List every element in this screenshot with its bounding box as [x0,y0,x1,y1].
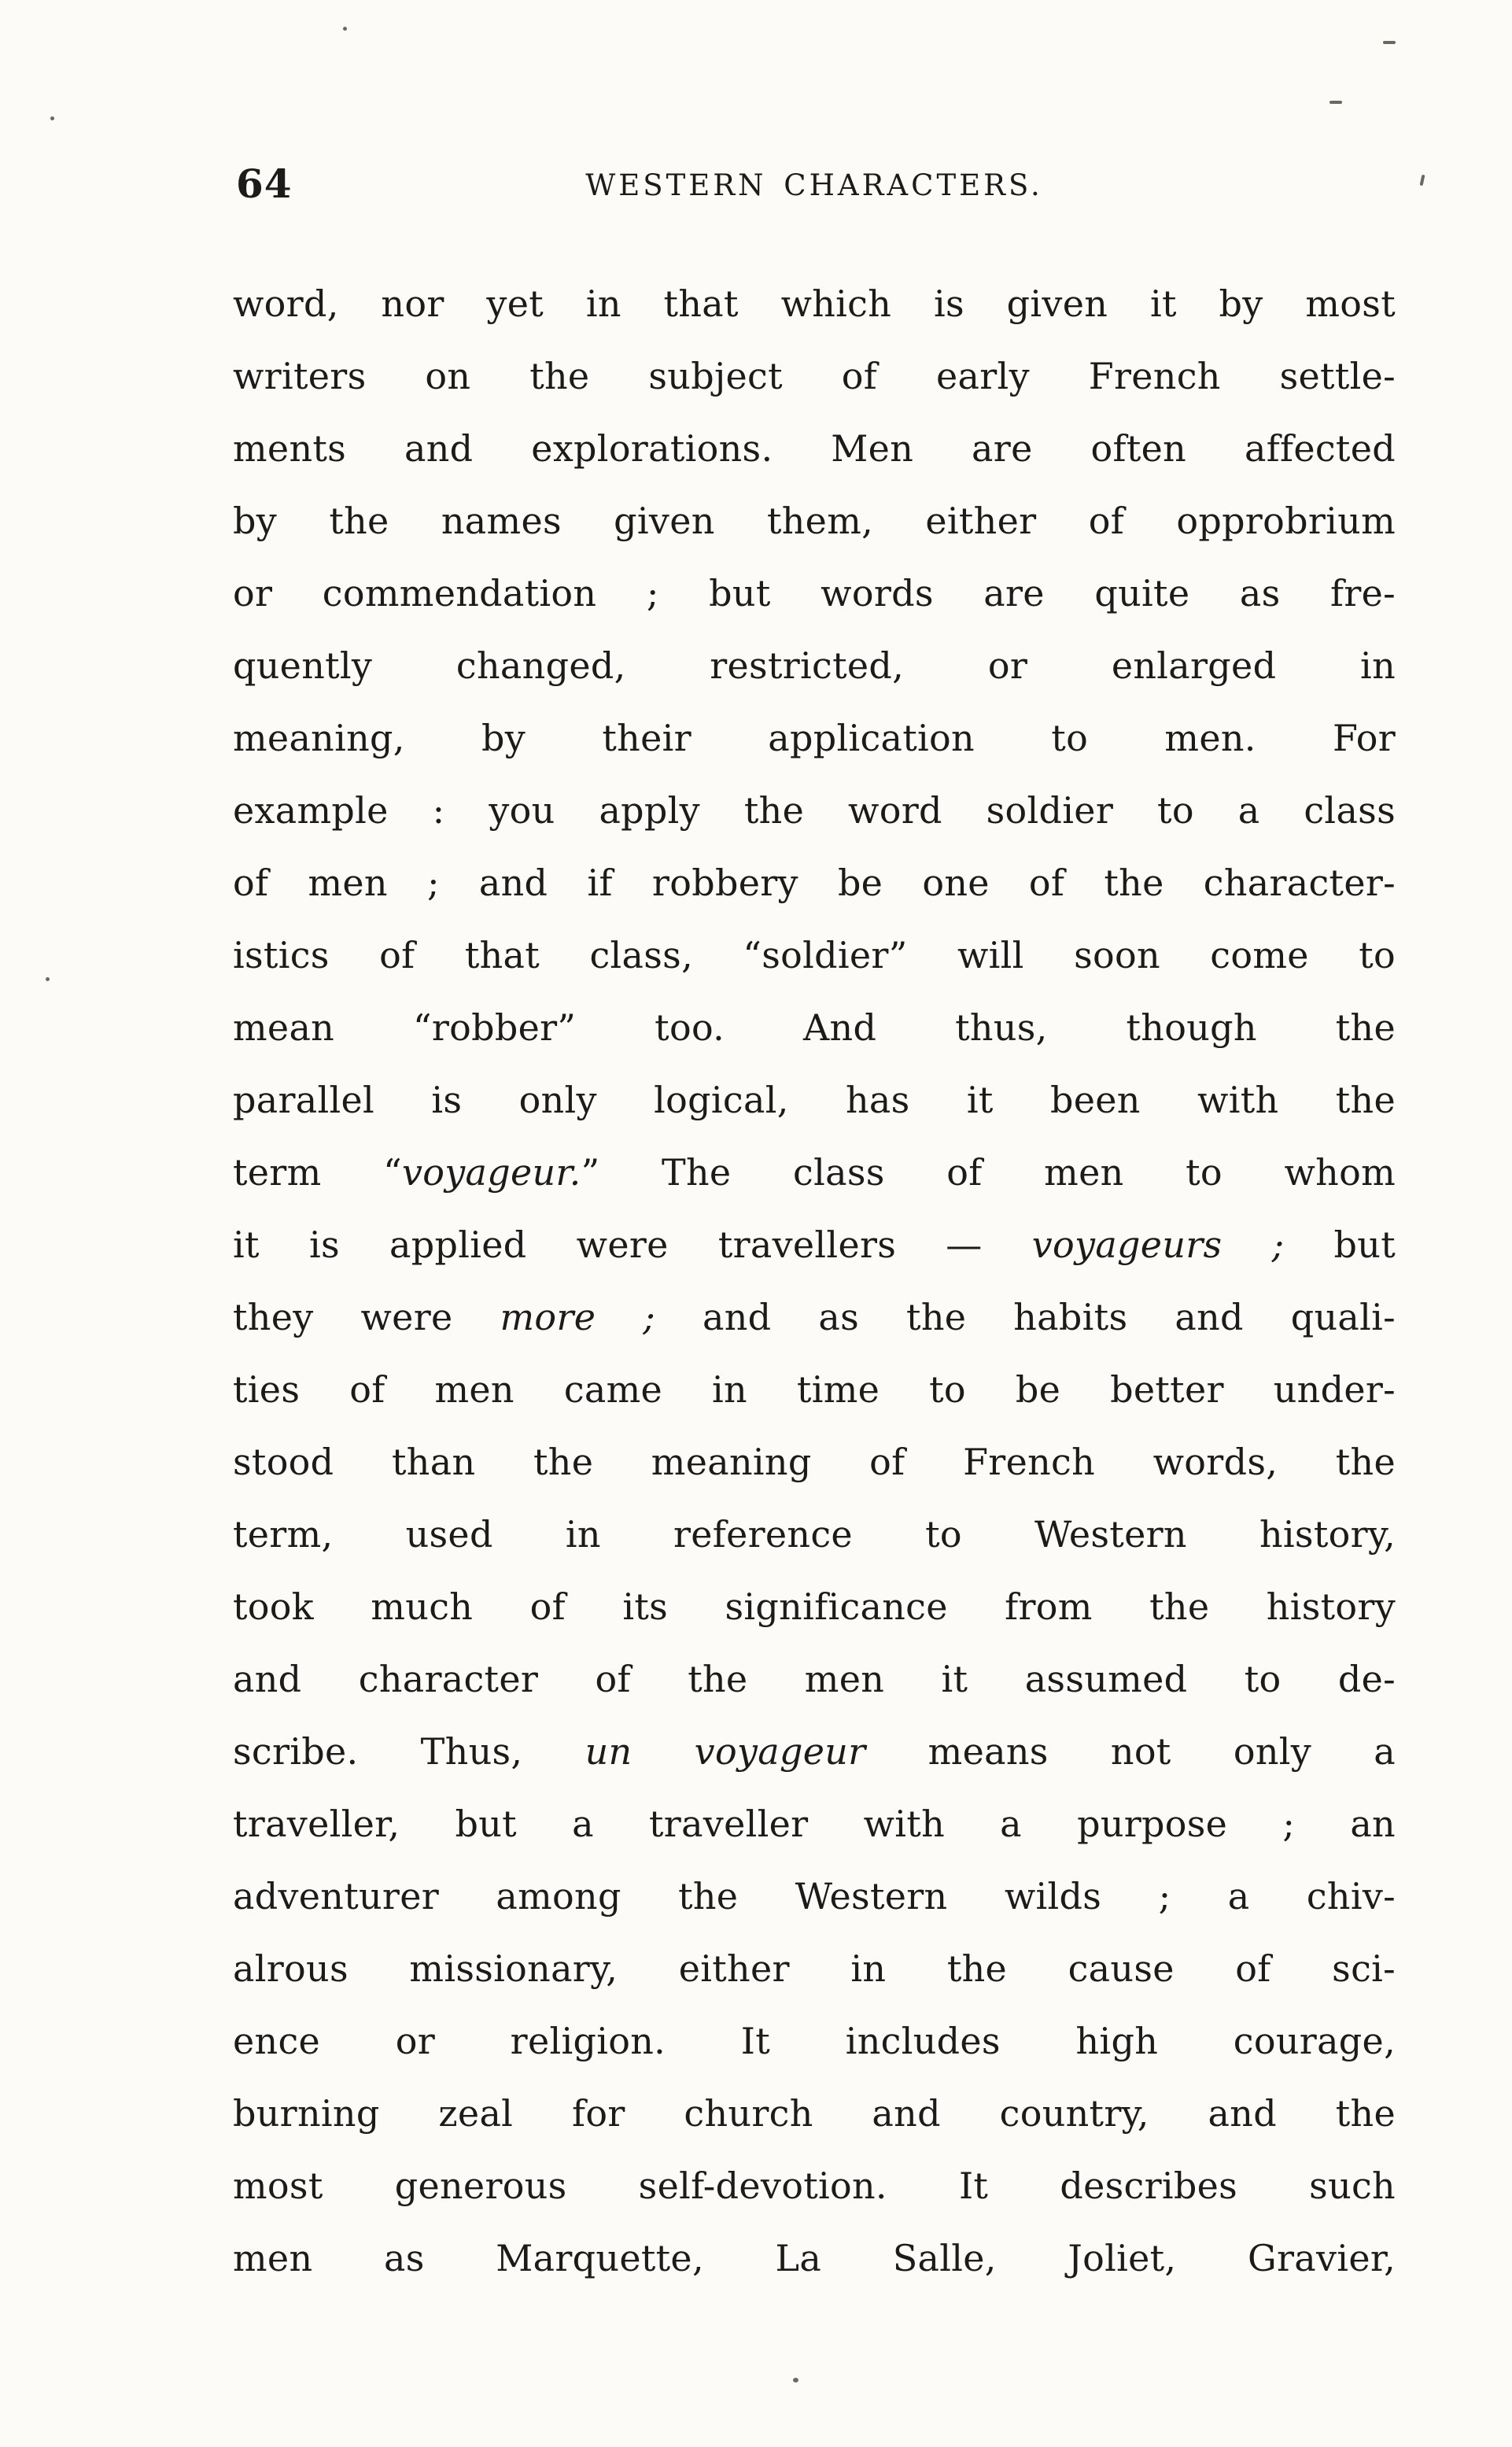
text-segment: writers on the subject of early French settle- [233,355,1396,397]
scan-speck [793,2378,798,2382]
text-segment: alrous missionary, either in the cause of sci- [233,1947,1396,1990]
text-line [233,629,1396,702]
text-block [233,157,1396,2294]
text-segment: by the names given them, either of opprobrium [233,500,1396,542]
text-segment: ties of men came in time to be better under- [233,1368,1396,1411]
text-segment: burning zeal for church and country, and the [233,2092,1396,2135]
text-line [233,2005,1396,2077]
scan-speck [1329,101,1342,104]
text-line [233,1064,1396,1136]
italic-text: more ; [500,1296,656,1338]
text-line [233,485,1396,557]
text-line [233,1932,1396,2005]
italic-text: un voyageur [585,1730,866,1773]
text-line [233,702,1396,774]
text-line [233,1788,1396,1860]
page-header [233,157,1396,212]
text-line [233,1209,1396,1281]
text-segment: word, nor yet in that which is given it by most [233,282,1396,325]
text-segment: adventurer among the Western wilds ; a chiv- [233,1875,1396,1917]
text-segment: took much of its significance from the history [233,1585,1396,1628]
text-line [233,774,1396,847]
text-line [233,412,1396,485]
text-segment: quently changed, restricted, or enlarged in [233,644,1396,687]
text-line [233,991,1396,1064]
text-line [233,1715,1396,1788]
scan-speck [1420,175,1425,186]
text-segment: men as Marquette, La Salle, Joliet, Gravier, [233,2237,1396,2279]
text-segment: of men ; and if robbery be one of the character- [233,862,1396,904]
text-segment: scribe. Thus, [233,1730,585,1773]
text-segment: mean “robber” too. And thus, though the [233,1006,1396,1049]
text-segment: means not only a [865,1730,1396,1773]
text-segment: meaning, by their application to men. For [233,717,1396,759]
text-segment: it is applied were travellers — [233,1224,1032,1266]
text-line [233,2222,1396,2294]
body-text [233,268,1396,2294]
text-segment: traveller, but a traveller with a purpose ; an [233,1803,1396,1845]
running-header: WESTERN CHARACTERS. [585,168,1043,202]
text-segment: parallel is only logical, has it been with the [233,1079,1396,1121]
text-segment: example : you apply the word soldier to a class [233,789,1396,832]
text-line [233,1643,1396,1715]
text-line [233,1570,1396,1643]
text-line [233,1498,1396,1570]
text-segment: istics of that class, “soldier” will soon come to [233,934,1396,976]
text-line [233,2077,1396,2150]
text-line [233,1426,1396,1498]
text-line [233,1136,1396,1209]
text-segment: or commendation ; but words are quite as fre- [233,572,1396,615]
italic-text: voyageurs ; [1031,1224,1285,1266]
scan-speck [343,27,347,31]
text-segment: stood than the meaning of French words, the [233,1441,1396,1483]
text-line [233,1281,1396,1353]
text-line [233,557,1396,629]
text-segment: and character of the men it assumed to de- [233,1658,1396,1700]
text-line [233,919,1396,991]
text-segment: but [1284,1224,1396,1266]
text-line [233,1860,1396,1932]
scan-speck [50,116,54,120]
scan-speck [46,977,50,981]
text-line [233,340,1396,412]
text-segment: and as the habits and quali- [655,1296,1396,1338]
scan-speck [1383,41,1396,44]
text-segment: ence or religion. It includes high courage, [233,2020,1396,2062]
text-line [233,2150,1396,2222]
text-line [233,847,1396,919]
text-segment: ” The class of men to whom [581,1151,1396,1194]
italic-text: voyageur. [401,1151,581,1194]
text-segment: ments and explorations. Men are often affected [233,427,1396,470]
text-segment: they were [233,1296,500,1338]
text-segment: most generous self-devotion. It describes such [233,2165,1396,2207]
text-line [233,268,1396,340]
text-line [233,1353,1396,1426]
page-number: 64 [236,161,293,207]
text-segment: term, used in reference to Western history, [233,1513,1396,1556]
text-segment: term “ [233,1151,402,1194]
